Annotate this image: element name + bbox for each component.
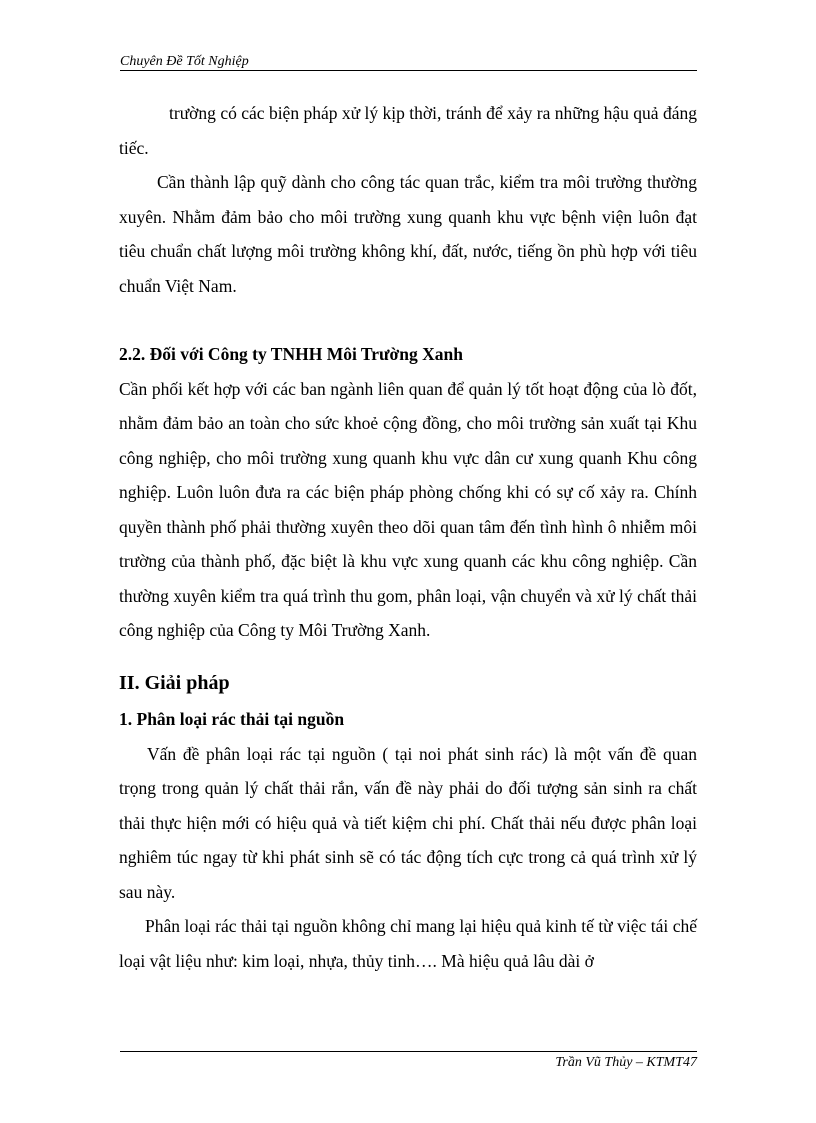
paragraph-monitoring-fund: Cần thành lập quỹ dành cho công tác quan trắc, kiểm tra môi trường thường xuyên. Nhằm đảm bảo cho môi trường xung quanh khu vực bệnh viện luôn đạt tiêu chuẩn chất lượng môi trường không khí, đất, nước, tiếng ồn phù hợp với tiêu chuẩn Việt Nam. bbox=[119, 172, 697, 296]
paragraph-waste-sorting: Vấn đề phân loại rác tại nguồn ( tại noi phát sinh rác) là một vấn đề quan trọng trong quản lý chất thải rắn, vấn đề này phải do đối tượng sản sinh ra chất thải thực hiện mới có hiệu quả và tiết kiệm chi phí. Chất thải nếu được phân loại nghiêm túc ngay từ khi phát sinh sẽ có tác động tích cực trong cả quá trình xử lý sau này. bbox=[119, 743, 697, 902]
document-body bbox=[119, 96, 697, 978]
page-header bbox=[120, 52, 697, 71]
paragraph-company-measures: Cần phối kết hợp với các ban ngành liên quan để quản lý tốt hoạt động của lò đốt, nhằm đảm bảo an toàn cho sức khoẻ cộng đồng, cho môi trường sản xuất tại Khu công nghiệp, cho môi trường xung quanh khu vực dân cư xung quanh Khu công nghiệp. Luôn luôn đưa ra các biện pháp phòng chống khi có sự cố xảy ra. Chính quyền thành phố phải thường xuyên theo dõi quan tâm đến tình hình ô nhiễm môi trường của thành phố, đặc biệt là khu vực xung quanh các khu công nghiệp. Cần thường xuyên kiểm tra quá trình thu gom, phân loại, vận chuyển và xử lý chất thải công nghiệp của Công ty Môi Trường Xanh. bbox=[119, 378, 697, 640]
paragraph-spacer bbox=[119, 303, 697, 337]
paragraph-sorting-benefits: Phân loại rác thải tại nguồn không chỉ mang lại hiệu quả kinh tế từ việc tái chế loại vật liệu như: kim loại, nhựa, thủy tinh…. Mà hiệu quả lâu dài ở bbox=[119, 916, 697, 971]
section-heading-II: II. Giải pháp bbox=[119, 671, 230, 694]
section-heading-1: 1. Phân loại rác thải tại nguồn bbox=[119, 709, 345, 729]
page-footer bbox=[120, 1051, 697, 1074]
document-title: Chuyên Đề Tốt Nghiệp bbox=[120, 54, 249, 69]
section-heading-wrap bbox=[119, 648, 697, 703]
paragraph-continuation: trường có các biện pháp xử lý kịp thời, tránh để xảy ra những hậu quả đáng tiếc. bbox=[119, 103, 697, 158]
section-heading-2-2: 2.2. Đối với Công ty TNHH Môi Trường Xanh bbox=[119, 344, 463, 364]
author-signature: Trần Vũ Thủy – KTMT47 bbox=[555, 1055, 697, 1070]
